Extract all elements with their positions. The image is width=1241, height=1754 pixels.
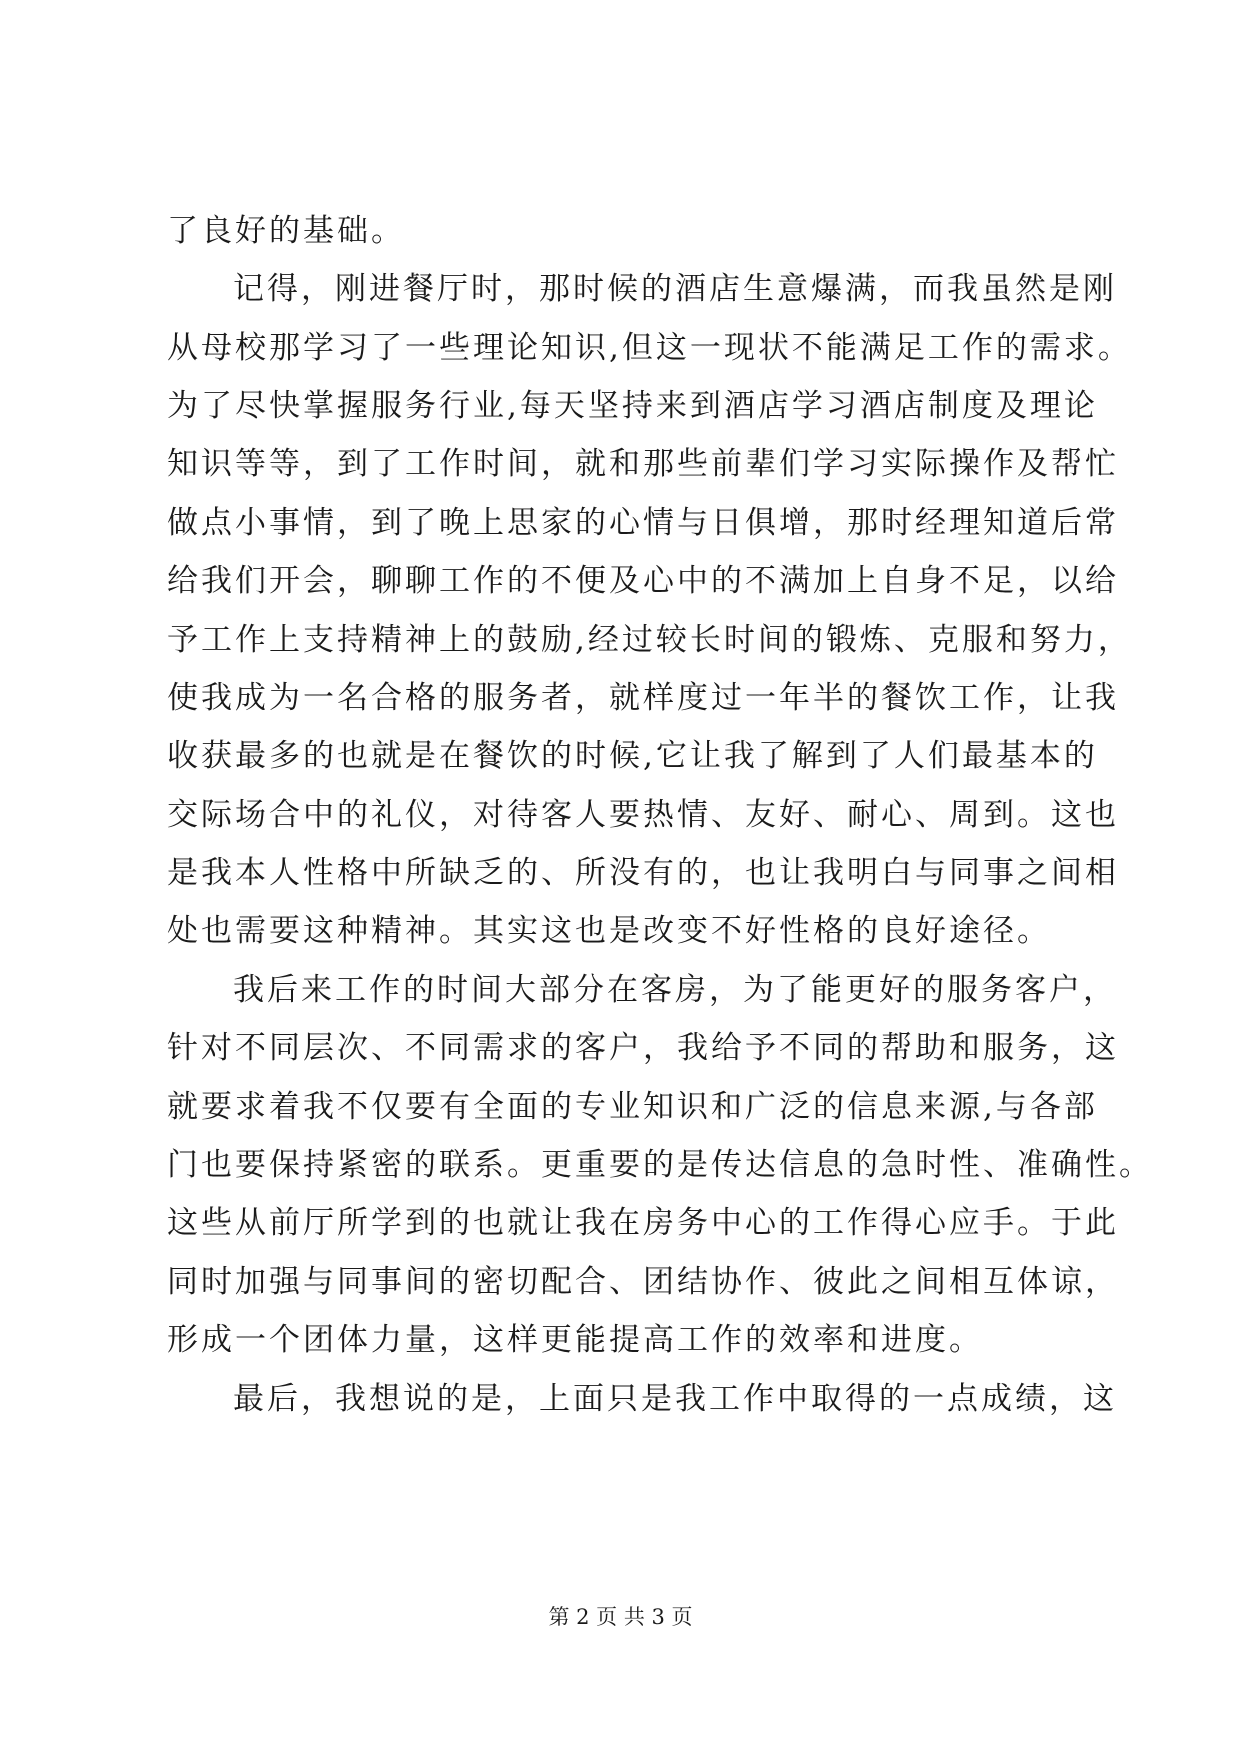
paragraph-first-line: 我后来工作的时间大部分在客房，为了能更好的服务客户， [233, 972, 1117, 1008]
text-line: 门也要保持紧密的联系。更重要的是传达信息的急时性、准确性。 [167, 1147, 1153, 1183]
text-line: 做点小事情，到了晚上思家的心情与日俱增，那时经理知道后常 [167, 505, 1119, 541]
text-line: 是我本人性格中所缺乏的、所没有的，也让我明白与同事之间相 [167, 855, 1119, 891]
text-line: 针对不同层次、不同需求的客户，我给予不同的帮助和服务，这 [167, 1030, 1119, 1066]
page-number-footer: 第 2 页 共 3 页 [548, 1605, 693, 1629]
paragraph-first-line: 记得，刚进餐厅时，那时候的酒店生意爆满，而我虽然是刚 [233, 271, 1117, 307]
text-line: 了良好的基础。 [167, 213, 405, 249]
paragraph-first-line: 最后，我想说的是，上面只是我工作中取得的一点成绩，这 [233, 1381, 1117, 1417]
text-line: 使我成为一名合格的服务者，就样度过一年半的餐饮工作，让我 [167, 680, 1119, 716]
text-line: 收获最多的也就是在餐饮的时候,它让我了解到了人们最基本的 [167, 738, 1098, 774]
text-line: 形成一个团体力量，这样更能提高工作的效率和进度。 [167, 1322, 983, 1358]
text-line: 交际场合中的礼仪，对待客人要热情、友好、耐心、周到。这也 [167, 797, 1119, 833]
text-line: 给我们开会，聊聊工作的不便及心中的不满加上自身不足，以给 [167, 563, 1119, 599]
text-line: 就要求着我不仅要有全面的专业知识和广泛的信息来源,与各部 [167, 1089, 1098, 1125]
text-line: 这些从前厅所学到的也就让我在房务中心的工作得心应手。于此 [167, 1205, 1119, 1241]
text-line: 同时加强与同事间的密切配合、团结协作、彼此之间相互体谅， [167, 1264, 1119, 1300]
text-line: 予工作上支持精神上的鼓励,经过较长时间的锻炼、克服和努力， [167, 622, 1132, 658]
text-line: 为了尽快掌握服务行业,每天坚持来到酒店学习酒店制度及理论 [167, 388, 1098, 424]
text-line: 知识等等，到了工作时间，就和那些前辈们学习实际操作及帮忙 [167, 446, 1119, 482]
text-line: 从母校那学习了一些理论知识,但这一现状不能满足工作的需求。 [167, 330, 1132, 366]
text-line: 处也需要这种精神。其实这也是改变不好性格的良好途径。 [167, 913, 1051, 949]
